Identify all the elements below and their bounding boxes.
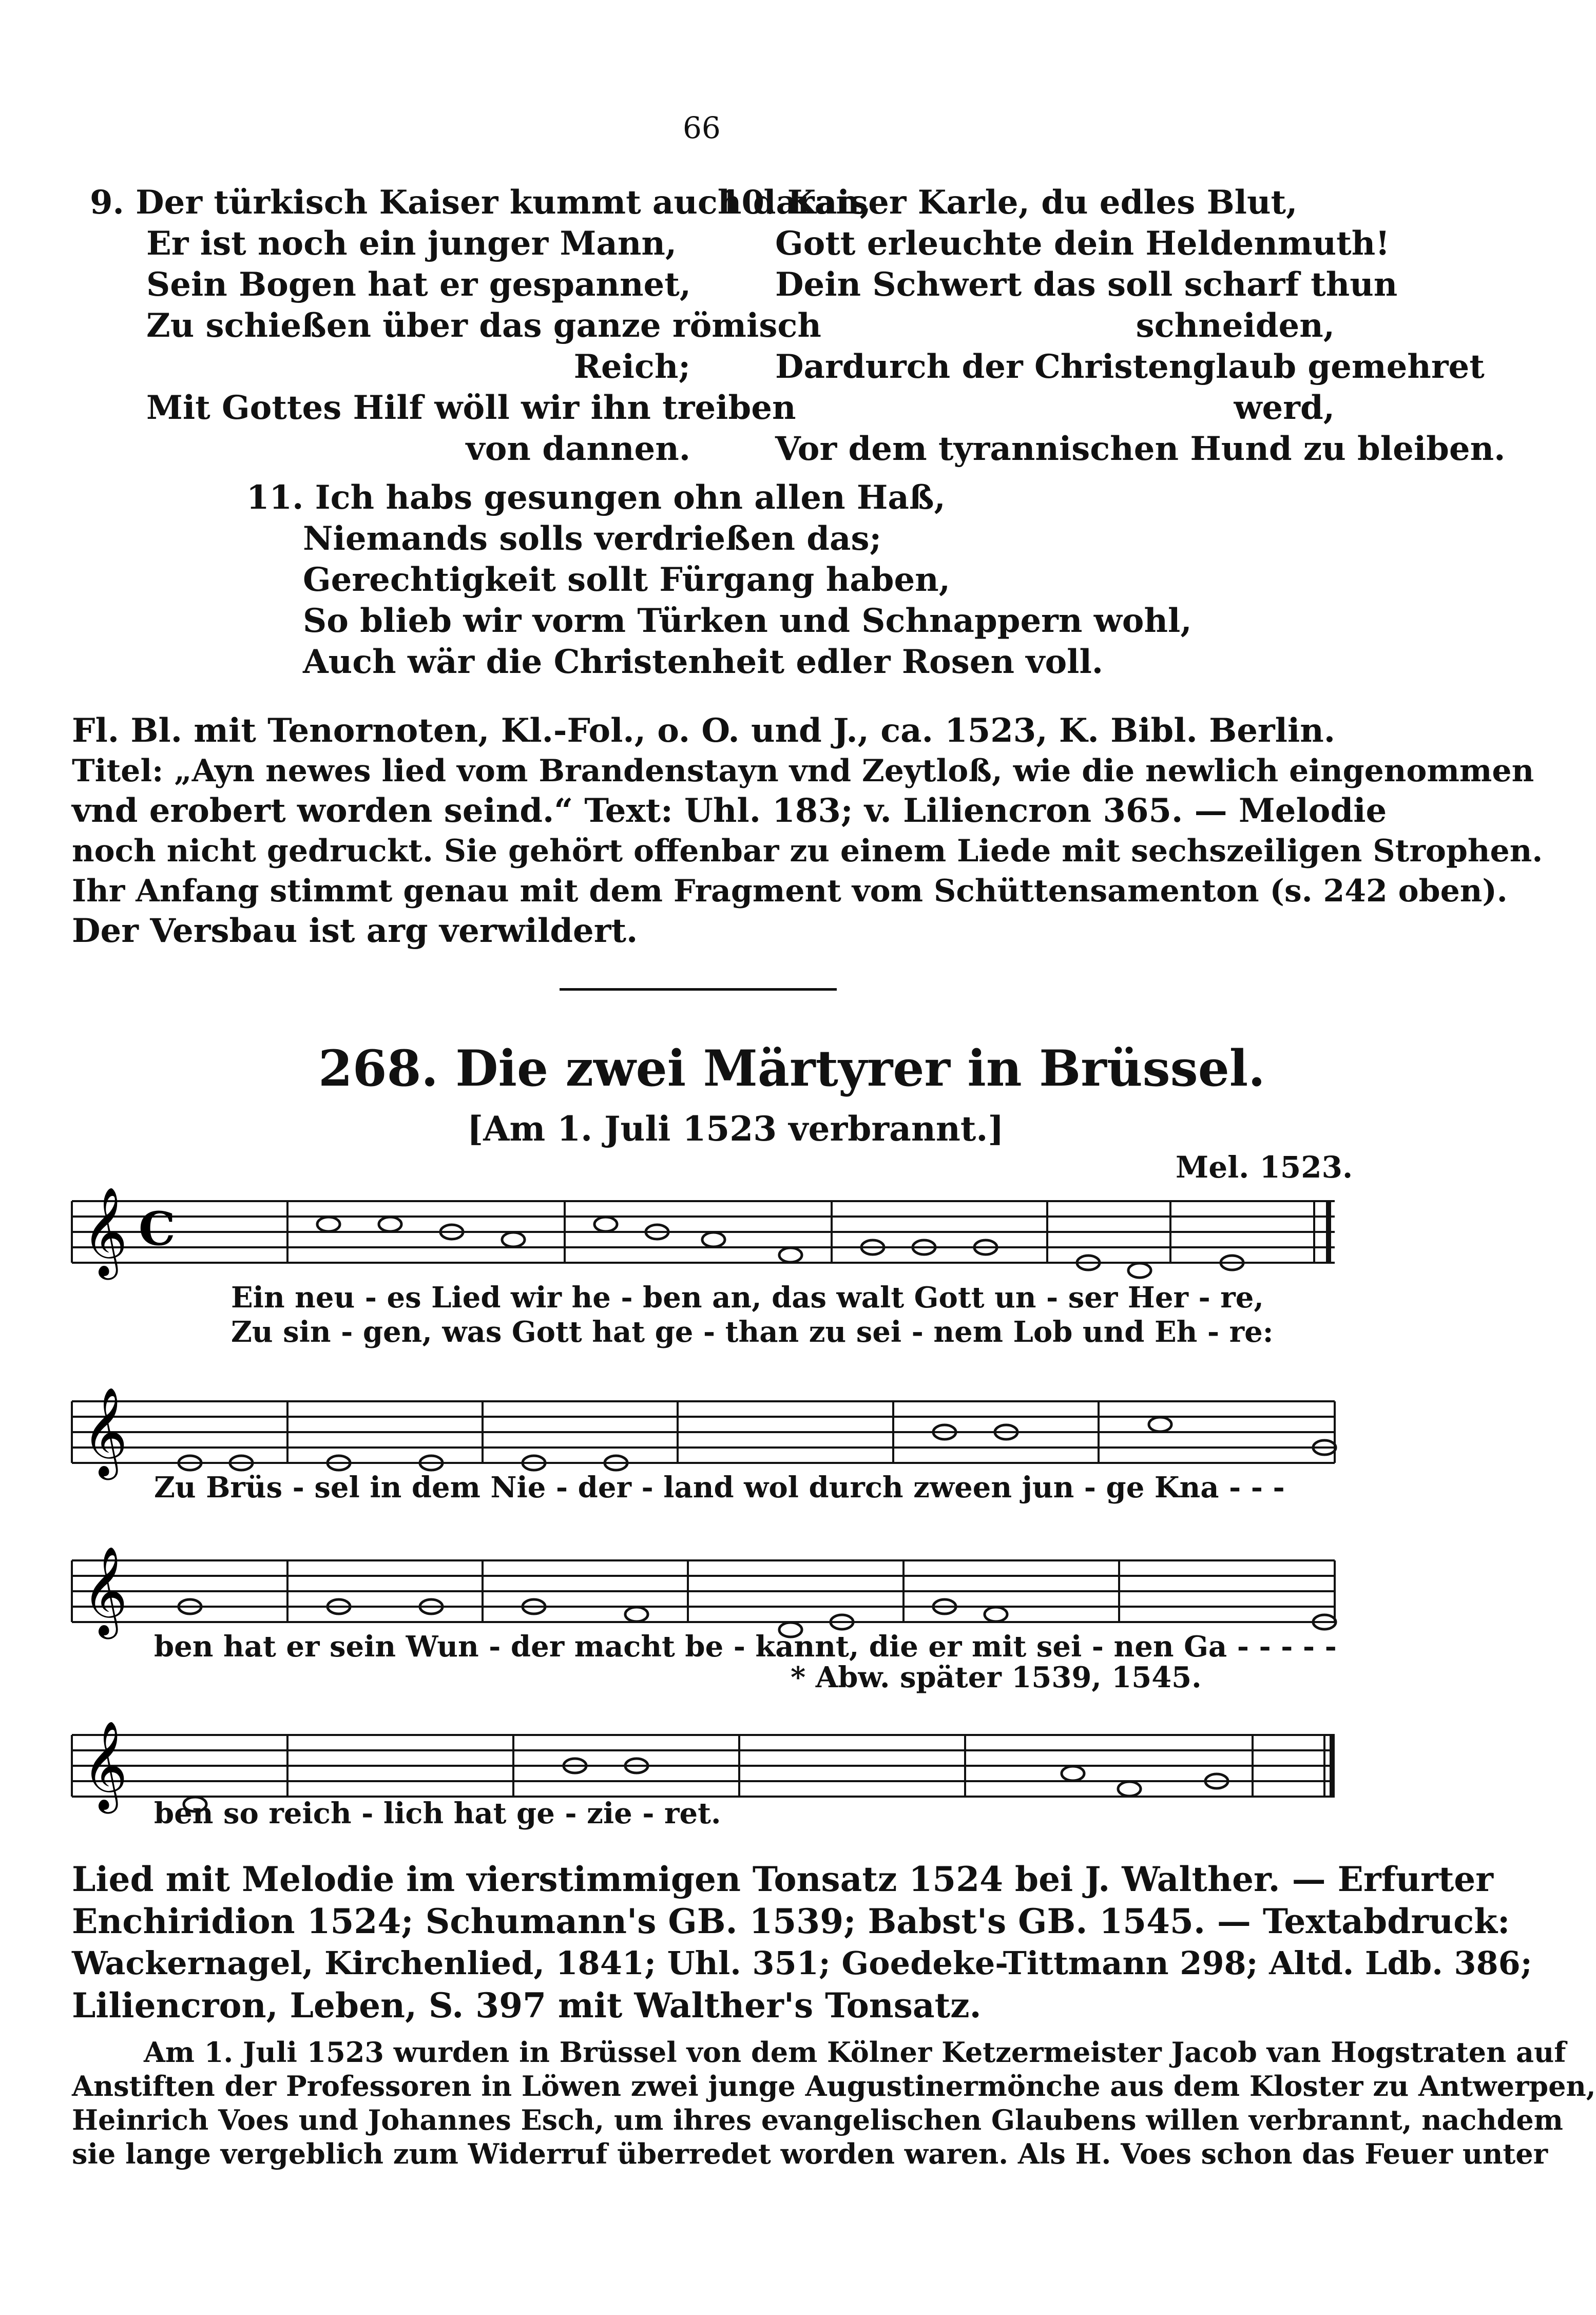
treble-clef-icon: 𝄞 [82, 1721, 128, 1810]
stanza-line: Mit Gottes Hilf wöll wir ihn treiben [146, 389, 796, 427]
note-line: noch nicht gedruckt. Sie gehört offenbar zu einem Liede mit sechszeiligen Strophen. [72, 833, 1543, 869]
foot-line: Anstiften der Professoren in Löwen zwei junge Augustinermönche aus dem Kloster zu Antwerpen, [72, 2070, 1596, 2102]
note-line: Ihr Anfang stimmt genau mit dem Fragment vom Schüttensamenton (s. 242 oben). [72, 873, 1508, 909]
lyrics-line: ben so reich - lich hat ge - zie - ret. [154, 1797, 721, 1830]
stanza-line: Niemands solls verdrießen das; [303, 519, 882, 558]
treble-clef-icon: 𝄞 [82, 1387, 128, 1476]
music-staff-2 [72, 1381, 1335, 1476]
stanza-line: 9. Der türkisch Kaiser kummt auch daran, [90, 183, 871, 222]
stanza-line: Gerechtigkeit sollt Fürgang haben, [303, 561, 950, 599]
stanza-line: 11. Ich habs gesungen ohn allen Haß, [246, 478, 946, 517]
stanza-line: Zu schießen über das ganze römisch [146, 306, 821, 345]
bibliography [72, 1858, 1532, 2027]
foot-line: Am 1. Juli 1523 wurden in Brüssel von dem Kölner Ketzermeister Jacob van Hogstraten auf [144, 2036, 1566, 2069]
bib-line: Liliencron, Leben, S. 397 mit Walther's Tonsatz. [72, 1985, 982, 2025]
stanza-line: Er ist noch ein junger Mann, [146, 224, 677, 263]
common-time-icon: C [139, 1202, 176, 1256]
stanza-line: Auch wär die Christenheit edler Rosen voll. [303, 643, 1104, 681]
stanza-line: Vor dem tyrannischen Hund zu bleiben. [775, 430, 1506, 468]
melody-date: Mel. 1523. [1176, 1150, 1353, 1185]
lyrics-line: ben hat er sein Wun - der macht be - kannt, die er mit sei - nen Ga - - - - - [154, 1630, 1337, 1664]
foot-line: sie lange vergeblich zum Widerruf überredet worden waren. Als H. Voes schon das Feuer unter [72, 2137, 1548, 2170]
stanza-line: So blieb wir vorm Türken und Schnappern wohl, [303, 602, 1192, 640]
bib-line: Enchiridion 1524; Schumann's GB. 1539; Babst's GB. 1545. — Textabdruck: [72, 1901, 1510, 1941]
song-title: 268. Die zwei Märtyrer in Brüssel. [318, 1039, 1265, 1097]
song-subtitle: [Am 1. Juli 1523 verbrannt.] [467, 1109, 1004, 1149]
section-divider [560, 988, 837, 991]
music-staff-4 [72, 1714, 1335, 1810]
note-line: Der Versbau ist arg verwildert. [72, 912, 638, 950]
stanza-10 [719, 182, 1506, 470]
bib-line: Lied mit Melodie im vierstimmigen Tonsatz 1524 bei J. Walther. — Erfurter [72, 1859, 1494, 1899]
stanza-line: schneiden, [1136, 306, 1335, 345]
stanza-9 [90, 182, 871, 470]
note-line: Fl. Bl. mit Tenornoten, Kl.-Fol., o. O. und J., ca. 1523, K. Bibl. Berlin. [72, 711, 1336, 750]
source-note [72, 711, 1543, 951]
treble-clef-icon: 𝄞 [82, 1187, 128, 1276]
music-staff-1 [72, 1181, 1335, 1276]
lyrics-line: Zu sin - gen, was Gott hat ge - than zu sei - nem Lob und Eh - re: [231, 1315, 1274, 1349]
stanza-11 [246, 477, 1222, 683]
lyrics-line: Zu Brüs - sel in dem Nie - der - land wol durch zween jun - ge Kna - - - [154, 1471, 1285, 1504]
stanza-line: Sein Bogen hat er gespannet, [146, 265, 691, 304]
note-line: Titel: „Ayn newes lied vom Brandenstayn vnd Zeytloß, wie die newlich eingenommen [72, 753, 1534, 789]
page-number: 66 [683, 110, 721, 145]
stanza-line: von dannen. [466, 430, 690, 468]
stanza-line: Gott erleuchte dein Heldenmuth! [775, 224, 1390, 263]
stanza-line: Dardurch der Christenglaub gemehret [775, 348, 1485, 386]
variant-note: * Abw. später 1539, 1545. [791, 1661, 1202, 1694]
foot-line: Heinrich Voes und Johannes Esch, um ihres evangelischen Glaubens willen verbrannt, nachdem [72, 2104, 1563, 2136]
stanza-line: Dein Schwert das soll scharf thun [775, 265, 1398, 304]
footnote [72, 2035, 1596, 2171]
music-staff-3 [72, 1540, 1335, 1635]
bib-line: Wackernagel, Kirchenlied, 1841; Uhl. 351; Goedeke-Tittmann 298; Altd. Ldb. 386; [72, 1944, 1532, 1982]
stanza-line: werd, [1234, 389, 1335, 427]
lyrics-line: Ein neu - es Lied wir he - ben an, das walt Gott un - ser Her - re, [231, 1281, 1264, 1315]
stanza-line: Reich; [573, 348, 690, 386]
note-line: vnd erobert worden seind.“ Text: Uhl. 183; v. Liliencron 365. — Melodie [72, 792, 1387, 830]
treble-clef-icon: 𝄞 [82, 1546, 128, 1635]
stanza-line: 10. Kaiser Karle, du edles Blut, [719, 183, 1298, 222]
